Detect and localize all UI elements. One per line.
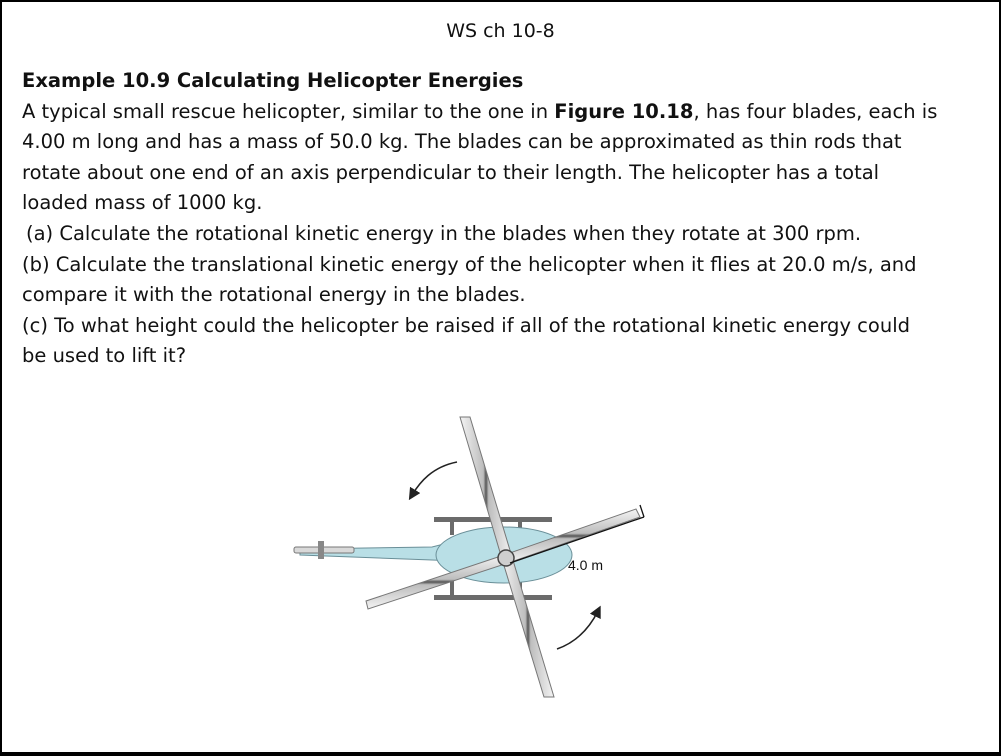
part-b xyxy=(22,250,982,311)
intro-text: rotate about one end of an axis perpendicular to their length. The helicopter has a total xyxy=(22,160,880,184)
part-c-line: be used to lift it? xyxy=(22,344,187,368)
helicopter-diagram xyxy=(282,397,662,747)
helicopter-figure xyxy=(282,397,662,747)
intro-text: , has four blades, each is xyxy=(693,99,938,123)
part-b-line: compare it with the rotational energy in the blades. xyxy=(22,283,526,307)
intro-text: 4.00 m long and has a mass of 50.0 kg. The blades can be approximated as thin rods that xyxy=(22,130,902,154)
part-c-line: (c) To what height could the helicopter be raised if all of the rotational kinetic energy could xyxy=(22,313,910,337)
rotor-hub xyxy=(498,550,514,566)
intro-text: loaded mass of 1000 kg. xyxy=(22,191,263,215)
part-b-line: (b) Calculate the translational kinetic energy of the helicopter when it flies at 20.0 m/s, and xyxy=(22,252,917,276)
example-title: Example 10.9 Calculating Helicopter Energies xyxy=(22,69,524,92)
figure-reference: Figure 10.18 xyxy=(554,99,694,123)
part-c xyxy=(22,311,982,372)
dimension-tick xyxy=(640,505,644,517)
rotation-arrow-icon xyxy=(557,611,598,649)
part-a: (a) Calculate the rotational kinetic energy in the blades when they rotate at 300 rpm. xyxy=(26,221,862,245)
tail-rotor-hub xyxy=(318,541,324,559)
problem-statement xyxy=(22,97,982,219)
page-title: WS ch 10-8 xyxy=(446,20,555,42)
example-content xyxy=(22,66,982,372)
rotation-arrow-icon xyxy=(412,462,457,495)
intro-text: A typical small rescue helicopter, similar to the one in xyxy=(22,99,555,123)
blade-length-label: 4.0 m xyxy=(568,557,604,573)
